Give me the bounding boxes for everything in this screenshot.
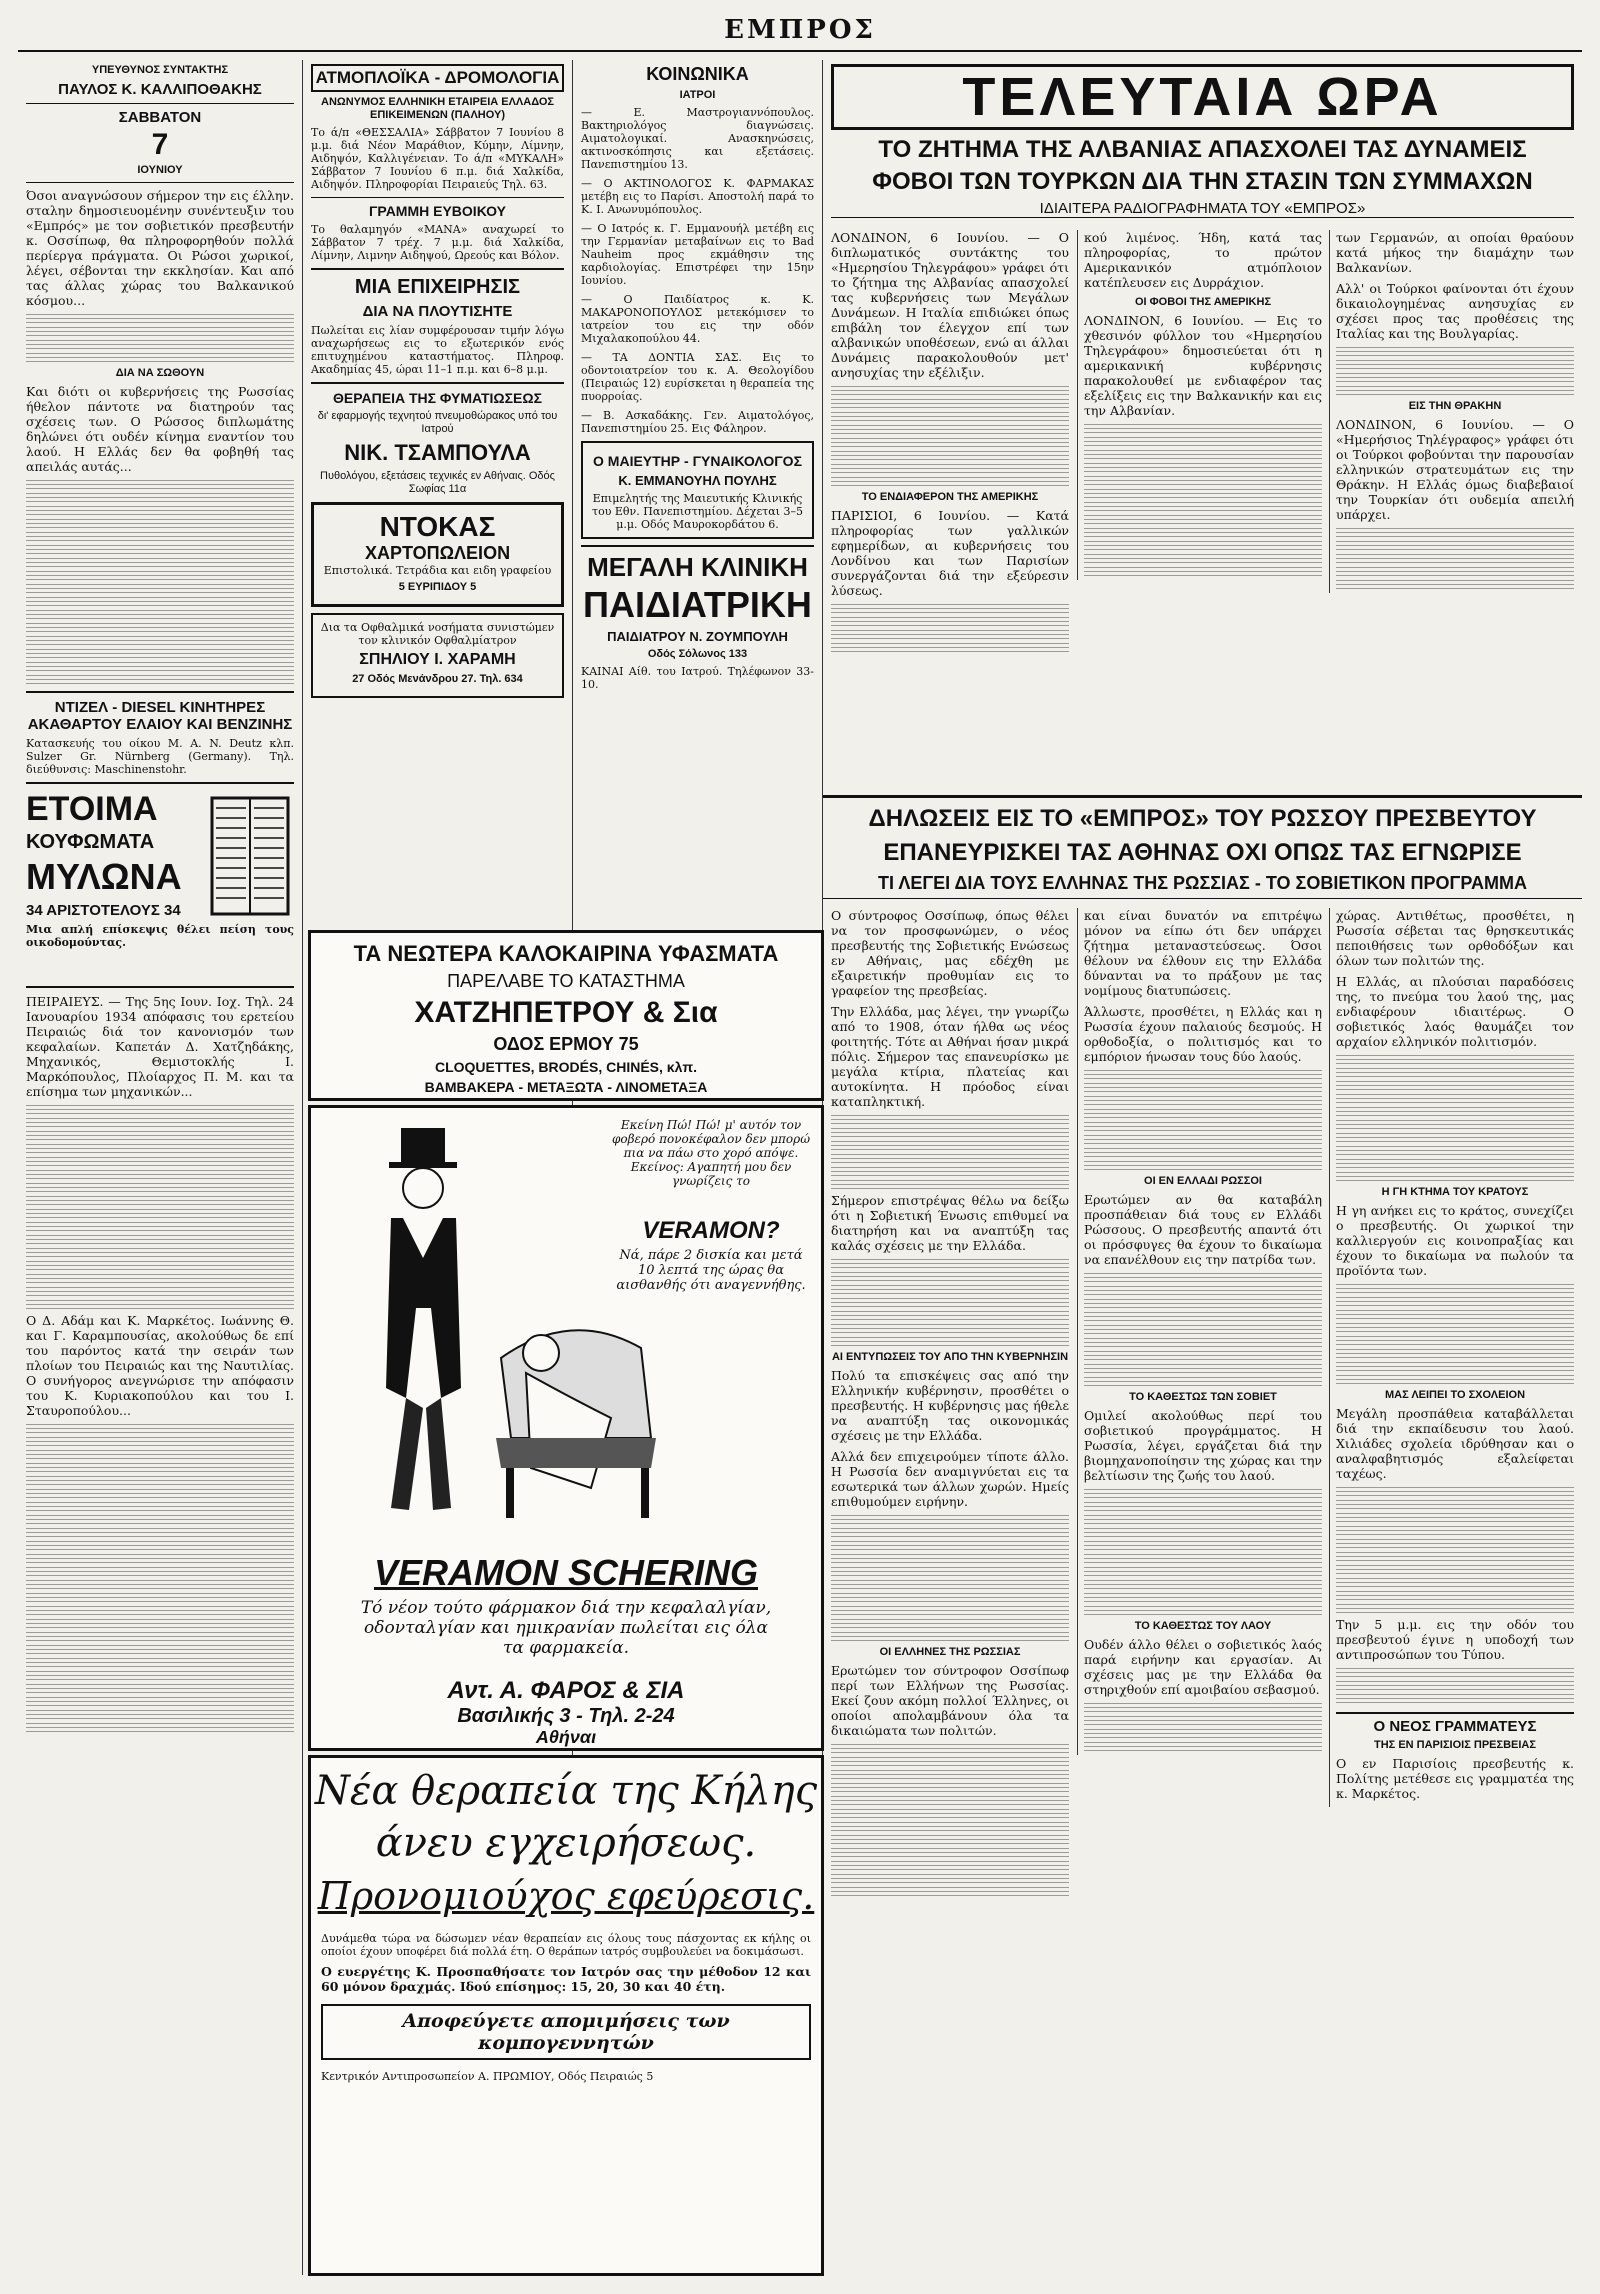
- obstetrician-text: Επιμελητής της Μαιευτικής Κλινικής του Εθν. Πανεπιστημίου. Δέχεται 3–5 μ.μ. Οδός Μαυροκορδάτου 6.: [592, 492, 803, 531]
- interview-headline-3: ΤΙ ΛΕΓΕΙ ΔΙΑ ΤΟΥΣ ΕΛΛΗΝΑΣ ΤΗΣ ΡΩΣΣΙΑΣ - ΤΟ ΣΟΒΙΕΤΙΚΟΝ ΠΡΟΓΡΑΜΜΑ: [823, 872, 1582, 899]
- shipping-company: ΑΝΩΝΥΜΟΣ ΕΛΛΗΝΙΚΗ ΕΤΑΙΡΕΙΑ ΕΛΛΑΔΟΣ ΕΠΙΚΕΙΜΕΝΩΝ (ΠΑΛΗΟΥ): [321, 96, 554, 121]
- interview-c2-para-5: Ουδέν άλλο θέλει ο σοβιετικός λαός παρά ειρήνην και εργασίαν. Αι σχέσεις μας με την Ελλάδα θα στηριχθούν επί αμοιβαίου σεβασμού.: [1084, 1637, 1322, 1697]
- veramon-tag: Τό νέον τούτο φάρμακον διά την κεφαλαλγίαν, οδονταλγίαν και ημικρανίαν πωλείται εις όλα τα φαρμακεία.: [360, 1598, 772, 1658]
- fabric-ad-line5: CLOQUETTES, BRODÉS, CHINÉS, κλπ.: [434, 1059, 697, 1075]
- hernia-line2: άνευ εγχειρήσεως.: [375, 1820, 757, 1866]
- eye-doctor-address: 27 Οδός Μενάνδρου 27. Τηλ. 634: [352, 673, 523, 685]
- stationery-address: 5 ΕΥΡΙΠΙΔΟΥ 5: [398, 581, 477, 593]
- social-item-2: — Ο ΑΚΤΙΝΟΛΟΓΟΣ Κ. ΦΑΡΜΑΚΑΣ μετέβη εις το Παρίσι. Αποστολή παρά το Κ. Ι. Ανωνυμόπουλος.: [581, 177, 814, 216]
- newspaper-page: [18, 10, 1582, 2280]
- windows-ad-address: 34 ΑΡΙΣΤΟΤΕΛΟΥΣ 34: [26, 902, 181, 919]
- interview-c1-para-2: Την Ελλάδα, μας λέγει, την γνωρίζω από το 1908, όταν ήλθα ως νέος φοιτητής. Τότε αι Αθήναι ήσαν μικρά πόλις. Σήμερον τας επανευρίσκω με μεγάλα κτίρια, πλατείας και αυτοκίνητα. Η πρόοδος είναι καταπληκτική.: [831, 1004, 1069, 1109]
- social-heading: ΚΟΙΝΩΝΙΚΑ: [646, 64, 749, 84]
- interview-c1-subhead-1: ΑΙ ΕΝΤΥΠΩΣΕΙΣ ΤΟΥ ΑΠΟ ΤΗΝ ΚΥΒΕΡΝΗΣΙΝ: [831, 1351, 1069, 1363]
- secretary-headline-1: Ο ΝΕΟΣ ΓΡΑΜΜΑΤΕΥΣ: [1373, 1718, 1537, 1735]
- latest-b-para-2: ΛΟΝΔΙΝΟΝ, 6 Ιουνίου. — Εις το χθεσινόν φύλλον του «Ημερησίου Τηλεγράφου» δημοσιεύεται ότι η αμερικανική κυβέρνησις παρακολουθεί με ενδιαφέρον τας εξελίξεις εις την Βαλκανικήν και εις την Αλβανίαν.: [1084, 313, 1322, 418]
- fabric-ad-address: ΟΔΟΣ ΕΡΜΟΥ 75: [493, 1034, 639, 1054]
- column-1: [18, 60, 303, 2275]
- editorial-para-1: Όσοι αναγνώσουν σήμερον την εις έλλην. σταλην δημοσιευομένην συνέντευξιν του «Εμπρός» με τον σοβιετικόν πρεσβευτήν κ. Οσσίπωφ, θα πληροφορηθούν πολλά περίεργα πράγματα. Οι Ρώσοι χωρικοί, λέγει, σέβονται την εκκλησίαν. Και από τας άλλας χώρας του Βαλκανικού κόσμου...: [26, 188, 294, 308]
- eye-doctor-name: ΣΠΗΛΙΟΥ Ι. ΧΑΡΑΜΗ: [359, 651, 516, 668]
- windows-ad-note: Μια απλή επίσκεψις θέλει πείση τους οικοδομούντας.: [26, 923, 294, 949]
- business-heading-1: ΜΙΑ ΕΠΙΧΕΙΡΗΣΙΣ: [354, 276, 521, 298]
- tb-sub: δι' εφαρμογής τεχνητού πνευμοθώρακος υπό του Ιατρού: [317, 410, 558, 435]
- interview-c1-para-1: Ο σύντροφος Οσσίπωφ, όπως θέλει να τον προσφωνώμεν, ο νέος πρεσβευτής της Σοβιετικής Ενώσεως εν Αθήναις, μας εδέχθη με εξαιρετικήν προθυμίαν εις το γραφείον της πρεσβείας.: [831, 908, 1069, 998]
- piraeus-para-2: Ο Δ. Αδάμ και Κ. Μαρκέτος. Ιωάννης Θ. και Γ. Καραμπουσίας, ακολούθως δε επί του παρόντος κατά την σειράν των πλοίων του Πειραιώς και της Ναυτιλίας. Ο συνήγορος ανεγνώρισε την απόφασιν του Κ. Κυριακοπούλου και του Ι. Σταυροπούλου...: [26, 1313, 294, 1418]
- hernia-para-2: Ο ευεργέτης Κ. Προσπαθήσατε τον Ιατρόν σας την μέθοδον 12 και 60 μόνον δραχμάς. Ιδού επίσημος: 15, 20, 30 και 40 έτη.: [321, 1964, 811, 1994]
- byline-label: ΥΠΕΥΘΥΝΟΣ ΣΥΝΤΑΚΤΗΣ: [91, 64, 229, 76]
- tb-address: Πυθολόγου, εξετάσεις τεχνικές εν Αθήναις. Οδός Σωφίας 11α: [320, 470, 555, 495]
- interview-c3-para-3: Η γη ανήκει εις το κράτος, συνεχίζει ο πρεσβευτής. Οι χωρικοί την καλλιεργούν εις κοινοπραξίας και έχουν το δικαίωμα να πωλούν τα προϊόντα των.: [1336, 1203, 1574, 1278]
- hernia-ad: [308, 1755, 824, 2276]
- editorial-subhead: ΔΙΑ ΝΑ ΣΩΘΟΥΝ: [115, 367, 205, 379]
- interview-headline-2: ΕΠΑΝΕΥΡΙΣΚΕΙ ΤΑΣ ΑΘΗΝΑΣ ΟΧΙ ΟΠΩΣ ΤΑΣ ΕΓΝΩΡΙΣΕ: [883, 839, 1522, 866]
- hernia-line3: Προνομιούχος εφεύρεσις.: [317, 1874, 815, 1918]
- social-item-4: — Ο Παιδίατρος κ. Κ. ΜΑΚΑΡΟΝΟΠΟΥΛΟΣ μετεκόμισεν το ιατρείον του εις την οδόν Μιχαλακοπούλου 44.: [581, 293, 814, 345]
- interview-c2-subhead-1: ΟΙ ΕΝ ΕΛΛΑΔΙ ΡΩΣΣΟΙ: [1144, 1175, 1262, 1187]
- latest-c-para-1: των Γερμανών, αι οποίαι θραύουν κατά μήκος την διαμάχην των Βαλκανίων.: [1336, 230, 1574, 275]
- business-text: Πωλείται εις λίαν συμφέρουσαν τιμήν λόγω αναχωρήσεως εις το εξωτερικόν ενός επιτυχημένου καταστήματος. Πληροφ. Ακαδημίας 45, ώραι 11–1 π.μ. και 6–8 μ.μ.: [311, 324, 564, 376]
- business-heading-2: ΔΙΑ ΝΑ ΠΛΟΥΤΙΣΗΤΕ: [362, 303, 513, 320]
- hernia-para-1: Δυνάμεθα τώρα να δώσωμεν νέαν θεραπείαν εις όλους τους πάσχοντας εκ κήλης οι οποίοι έχουν υποφέρει διά πολλά έτη. Ο θεράπων ιατρός συμβουλεύει να δοκιμάσωσι.: [321, 1932, 811, 1958]
- eye-doctor-text: Δια τα Οφθαλμικά νοσήματα συνιστώμεν τον κλινικόν Οφθαλμίατρον: [320, 621, 555, 647]
- windows-ad: [26, 790, 294, 980]
- eye-doctor-ad: [311, 613, 564, 698]
- veramon-city: Αθήναι: [535, 1727, 597, 1747]
- interview-c1-para-6: Ερωτώμεν τον σύντροφον Οσσίπωφ περί των Ελλήνων της Ρωσσίας. Εκεί ζουν ακόμη πολλοί Έλληνες, οι οποίοι απολαμβάνουν όλα τα δικαιώματα των πολιτών.: [831, 1663, 1069, 1738]
- latest-c-para-3: ΛΟΝΔΙΝΟΝ, 6 Ιουνίου. — Ο «Ημερήσιος Τηλέγραφος» γράφει ότι οι Τούρκοι φοβούνται την παρουσίαν ελληνικών στρατευμάτων εις την Θράκην. Η Ελλάς όμως διαβεβαιοί την Τουρκίαν ότι ουδεμία απειλή υπάρχει.: [1336, 417, 1574, 522]
- latest-col-b: [1077, 230, 1322, 580]
- stationery-sub: ΧΑΡΤΟΠΩΛΕΙΟΝ: [364, 543, 511, 563]
- secretary-item: [1336, 1712, 1574, 1801]
- clinic-doctor: ΠΑΙΔΙΑΤΡΟΥ Ν. ΖΟΥΜΠΟΥΛΗ: [607, 629, 788, 644]
- latest-a-para-1: ΛΟΝΔΙΝΟΝ, 6 Ιουνίου. — Ο διπλωματικός συντάκτης του «Ημερησίου Τηλεγράφου» γράφει ότι το ζήτημα της Αλβανίας απασχολεί τας κυβερνήσεις των Μεγάλων Δυνάμεων. Η Ιταλία επιδιώκει όπως επιβάλη τον έλεγχον επί των αλβανικών υποθέσεων, ενώ αι άλλαι Δυνάμεις παρακολουθούν μετ' ανησυχίας την εξέλιξιν.: [831, 230, 1069, 380]
- social-item-1: — Ε. Μαστρογιαννόπουλος. Βακτηριολόγος διαγνώσεις. Αιματολογικαί. Ανασκηνώσεις, ακτινοσκόπησις και εξετάσεις. Πανεπιστημίου 13.: [581, 106, 814, 171]
- social-item-6: — Β. Ασκαδάκης. Γεν. Αιματολόγος, Πανεπιστημίου 25. Εις Φάληρον.: [581, 409, 814, 435]
- interview-c1-para-4: Πολύ τα επισκέψεις σας από την Ελληνικήν κυβέρνησιν, προσθέτει ο πρεσβευτής. Η κυβέρνησις μας ήθελε να αναπτύξη τας οικονομικάς σχέσεις με την Ελλάδα.: [831, 1368, 1069, 1443]
- masthead: ΕΜΠΡΟΣ: [18, 10, 1582, 52]
- interview-c2-para-4: Ομιλεί ακολούθως περί του σοβιετικού προγράμματος. Η Ρωσσία, λέγει, εργάζεται διά την βιομηχανοποίησιν της χώρας και την βελτίωσιν της ζωής του λαού.: [1084, 1408, 1322, 1483]
- veramon-brand: VERAMON SCHERING: [373, 1552, 759, 1593]
- interview-headline-1: ΔΗΛΩΣΕΙΣ ΕΙΣ ΤΟ «ΕΜΠΡΟΣ» ΤΟΥ ΡΩΣΣΟΥ ΠΡΕΣΒΕΥΤΟΥ: [868, 805, 1537, 832]
- day-name: ΣΑΒΒΑΤΟΝ: [118, 109, 202, 126]
- latest-a-subhead: ΤΟ ΕΝΔΙΑΦΕΡΟΝ ΤΗΣ ΑΜΕΡΙΚΗΣ: [861, 491, 1039, 503]
- clinic-title-2: ΠΑΙΔΙΑΤΡΙΚΗ: [583, 584, 812, 625]
- clinic-text: ΚΑΙΝΑΙ Αίθ. του Ιατρού. Τηλέφωνον 33-10.: [581, 665, 814, 691]
- fabric-ad-line2: ΠΑΡΕΛΑΒΕ ΤΟ ΚΑΤΑΣΤΗΜΑ: [447, 971, 685, 991]
- veramon-desc: Νά, πάρε 2 δισκία και μετά 10 λεπτά της ώρας θα αισθανθής ότι αναγεννήθης.: [616, 1248, 806, 1293]
- day-number: 7: [151, 128, 169, 161]
- hernia-avoid: Αποφεύγετε απομιμήσεις των κομπογεννητών: [321, 2004, 811, 2060]
- piraeus-para-1: ΠΕΙΡΑΙΕΥΣ. — Της 5ης Ιουν. Ιοχ. Τηλ. 24 Ιανουαρίου 1934 απόφασις του ερετείου Πειραιώς διά τον κανονισμόν των κεφαλαίων. Καπετάν Δ. Χατζηδάκης, Μηχανικός, Θεμιστοκλής Ι. Μαρκόπουλος, Πλοίαρχος Π. Μ. και τα επίσημα των μηχανικών...: [26, 994, 294, 1099]
- latest-b-subhead: ΟΙ ΦΟΒΟΙ ΤΗΣ ΑΜΕΡΙΚΗΣ: [1134, 296, 1272, 308]
- latest-col-a: [831, 230, 1069, 656]
- fabric-ad-line6: ΒΑΜΒΑΚΕΡΑ - ΜΕΤΑΞΩΤΑ - ΛΙΝΟΜΕΤΑΞΑ: [424, 1079, 708, 1095]
- obstetrician-name: Κ. ΕΜΜΑΝΟΥΗΛ ΠΟΥΛΗΣ: [618, 473, 777, 488]
- veramon-question: VERAMON?: [642, 1217, 780, 1244]
- latest-a-para-2: ΠΑΡΙΣΙΟΙ, 6 Ιουνίου. — Κατά πληροφορίας των γαλλικών εφημερίδων, αι κυβερνήσεις του Λονδίνου και των Παρισίων συνεργάζονται διά την εξεύρεσιν λύσεως.: [831, 508, 1069, 598]
- stationery-ad: [311, 502, 564, 607]
- tb-doctor-name: ΝΙΚ. ΤΣΑΜΠΟΥΛΑ: [344, 440, 531, 465]
- windows-ad-name: ΜΥΛΩΝΑ: [26, 856, 182, 897]
- stationery-title: ΝΤΟΚΑΣ: [379, 511, 496, 542]
- interview-col-3: [1329, 908, 1574, 1807]
- interview-c1-para-5: Αλλά δεν επιχειρούμεν τίποτε άλλο. Η Ρωσσία δεν αναμιγνύεται εις τα εσωτερικά των άλλων χωρών. Ημείς επιθυμούμεν ειρήνην.: [831, 1449, 1069, 1509]
- diesel-ad-text: Κατασκευής του οίκου M. A. N. Deutz κλπ. Sulzer Gr. Nürnberg (Germany). Τηλ. διεύθυνσις: Maschinenstohr.: [26, 737, 294, 776]
- month-name: ΙΟΥΝΙΟΥ: [137, 164, 183, 176]
- interview-c2-subhead-3: ΤΟ ΚΑΘΕΣΤΩΣ ΤΟΥ ΛΑΟΥ: [1134, 1620, 1272, 1632]
- interview-c1-subhead-2: ΟΙ ΕΛΛΗΝΕΣ ΤΗΣ ΡΩΣΣΙΑΣ: [879, 1646, 1021, 1658]
- windows-ad-title: ΕΤΟΙΜΑ: [26, 790, 158, 828]
- latest-c-para-2: Αλλ' οι Τούρκοι φαίνονται ότι έχουν δικαιολογημένας ανησυχίας εν σχέσει προς τας προθέσεις της Ιταλίας και της Βουλγαρίας.: [1336, 281, 1574, 341]
- latest-news-section: [823, 60, 1582, 2275]
- interview-c3-para-5: Την 5 μ.μ. εις την οδόν του πρεσβευτού έγινε η υποδοχή των αντιπροσώπων του Τύπου.: [1336, 1617, 1574, 1662]
- shipping-heading: ΑΤΜΟΠΛΟΪΚΑ - ΔΡΟΜΟΛΟΓΙΑ: [311, 64, 564, 92]
- veramon-bubble: Εκείνη Πώ! Πώ! μ' αυτόν τον φοβερό πονοκέφαλον δεν μπορώ πια να πάω στο χορό απόψε. Εκείνος: Αγαπητή μου δεν γνωρίζεις το: [611, 1118, 810, 1188]
- latest-banner: ΤΕΛΕΥΤΑΙΑ ΩΡΑ: [831, 64, 1574, 130]
- window-shutter-icon: [210, 796, 290, 916]
- latest-col-c: [1329, 230, 1574, 593]
- stationery-text: Επιστολικά. Τετράδια και ειδη γραφείου: [323, 564, 552, 577]
- interview-c3-para-1: χώρας. Αντιθέτως, προσθέτει, η Ρωσσία σέβεται τας θρησκευτικάς πεποιθήσεις των ορθοδόξων και όλων των πολιτών της.: [1336, 908, 1574, 968]
- shipping-text: Το ά/π «ΘΕΣΣΑΛΙΑ» Σάββατον 7 Ιουνίου 8 μ.μ. διά Νέον Μαράθιον, Κύμην, Λίμνην, Αιδηψόν, Καλλιγένειαν. Το ά/π «ΜΥΚΑΛΗ» Σάββατον 7 Ιουνίου 6 π.μ. διά Χαλκίδα, Αιδηψόν. Πληροφορίαι Πειραιεύς Τηλ. 63.: [311, 126, 564, 191]
- veramon-dealer: Αντ. Α. ΦΑΡΟΣ & ΣΙΑ: [447, 1677, 685, 1704]
- fabric-ad: [308, 930, 824, 1101]
- social-item-3: — Ο Ιατρός κ. Γ. Εμμανουήλ μετέβη εις την Γερμανίαν μεταβαίνων εις το Bad Nauheim προς εκμάθησιν της καρδιολογίας. Επιστρέφει την 15ην Ιουνίου.: [581, 222, 814, 287]
- euboea-heading: ΓΡΑΜΜΗ ΕΥΒΟΙΚΟΥ: [368, 203, 507, 219]
- interview-c3-subhead-1: Η ΓΗ ΚΤΗΜΑ ΤΟΥ ΚΡΑΤΟΥΣ: [1381, 1186, 1529, 1198]
- obstetrician-title: Ο ΜΑΙΕΥΤΗΡ - ΓΥΝΑΙΚΟΛΟΓΟΣ: [593, 453, 802, 469]
- windows-ad-sub: ΚΟΥΦΩΜΑΤΑ: [26, 831, 155, 853]
- secretary-text: Ο εν Παρισίοις πρεσβευτής κ. Πολίτης μετέθεσε εις γραμματέα της κ. Μαρκέτος.: [1336, 1756, 1574, 1801]
- interview-col-1: [831, 908, 1069, 1900]
- hernia-footer: Κεντρικόν Αντιπροσωπείον Α. ΠΡΩΜΙΟΥ, Οδός Πειραιώς 5: [321, 2070, 654, 2083]
- secretary-headline-2: ΤΗΣ ΕΝ ΠΑΡΙΣΙΟΙΣ ΠΡΕΣΒΕΙΑΣ: [1374, 1739, 1536, 1751]
- diesel-ad-title: ΝΤΙΖΕΛ - DIESEL ΚΙΝΗΤΗΡΕΣ ΑΚΑΘΑΡΤΟΥ ΕΛΑΙΟΥ ΚΑΙ ΒΕΝΖΙΝΗΣ: [27, 699, 293, 733]
- clinic-address: Οδός Σόλωνος 133: [647, 648, 748, 660]
- interview-c2-para-2: Άλλωστε, προσθέτει, η Ελλάς και η Ρωσσία έχουν παλαιούς δεσμούς. Η ορθοδοξία, ο πολιτισμός και το εμπόριον ήνωσαν τους δύο λαούς.: [1084, 1004, 1322, 1064]
- interview-c3-para-4: Μεγάλη προσπάθεια καταβάλλεται διά την εκπαίδευσιν του λαού. Χιλιάδες σχολεία ιδρύθησαν και ο αναλφαβητισμός εξαλείφεται ταχέως.: [1336, 1406, 1574, 1481]
- interview-c2-subhead-2: ΤΟ ΚΑΘΕΣΤΩΣ ΤΩΝ ΣΟΒΙΕΤ: [1129, 1391, 1277, 1403]
- obstetrician-ad: [581, 441, 814, 539]
- interview-c1-para-3: Σήμερον επιστρέψας θέλω να δείξω ότι η Σοβιετική Ένωσις επιθυμεί να διατηρήση και να αναπτύξη τας καλάς σχέσεις με την Ελλάδα.: [831, 1193, 1069, 1253]
- clinic-title-1: ΜΕΓΑΛΗ ΚΛΙΝΙΚΗ: [587, 552, 808, 582]
- albania-headline: ΤΟ ΖΗΤΗΜΑ ΤΗΣ ΑΛΒΑΝΙΑΣ ΑΠΑΣΧΟΛΕΙ ΤΑΣ ΔΥΝΑΜΕΙΣ: [878, 136, 1527, 163]
- interview-col-2: [1077, 908, 1322, 1755]
- veramon-dealer-address: Βασιλικής 3 - Τηλ. 2-24: [457, 1705, 675, 1727]
- fabric-ad-line1: ΤΑ ΝΕΩΤΕΡΑ ΚΑΛΟΚΑΙΡΙΝΑ ΥΦΑΣΜΑΤΑ: [353, 941, 779, 966]
- hernia-line1: Νέα θεραπεία της Κήλης: [314, 1768, 818, 1814]
- latest-c-subhead: ΕΙΣ ΤΗΝ ΘΡΑΚΗΝ: [1408, 400, 1502, 412]
- fabric-ad-shop: ΧΑΤΖΗΠΕΤΡΟΥ & Σια: [414, 996, 718, 1029]
- turks-headline: ΦΟΒΟΙ ΤΩΝ ΤΟΥΡΚΩΝ ΔΙΑ ΤΗΝ ΣΤΑΣΙΝ ΤΩΝ ΣΥΜΜΑΧΩΝ: [872, 168, 1533, 195]
- latest-b-para-1: κού λιμένος. Ήδη, κατά τας πληροφορίας, το πρώτον Αμερικανικόν ατμόπλοιον κατέπλευσεν εις Δυρράχιον.: [1084, 230, 1322, 290]
- doctors-subhead: ΙΑΤΡΟΙ: [679, 89, 716, 101]
- editorial-para-2: Και διότι οι κυβερνήσεις της Ρωσσίας ήθελον πάντοτε να διατηρούν τας σχέσεις των. Ο Ρώσσος διπλωμάτης δηλώνει ότι ουδέν κίνημα εναντίον του λαού. Η Ελλάς δεν θα φοβηθή τας απειλάς αυτάς...: [26, 384, 294, 474]
- radio-subhead: ΙΔΙΑΙΤΕΡΑ ΡΑΔΙΟΓΡΑΦΗΜΑΤΑ ΤΟΥ «ΕΜΠΡΟΣ»: [831, 200, 1574, 218]
- interview-c2-para-3: Ερωτώμεν αν θα καταβάλη προσπάθειαν διά τους εν Ελλάδι Ρώσσους. Ο πρεσβευτής απαντά ότι οι πρόσφυγες θα έχουν το δικαίωμα να επανέλθουν εις την πατρίδα των.: [1084, 1192, 1322, 1267]
- social-item-5: — ΤΑ ΔΟΝΤΙΑ ΣΑΣ. Εις το οδοντοιατρείον του κ. Α. Θεολογίδου (Πειραιώς 12) ευρίσκεται η θεραπεία της πυορροίας.: [581, 351, 814, 403]
- tb-heading: ΘΕΡΑΠΕΙΑ ΤΗΣ ΦΥΜΑΤΙΩΣΕΩΣ: [332, 390, 542, 406]
- interview-c3-para-2: Η Ελλάς, αι πλούσιαι παραδόσεις της, το πνεύμα του λαού της, μας ενδιαφέρουν ιδιαιτέρως. Ο σοβιετικός λαός θαυμάζει τον αρχαίον ελληνικόν πολιτισμόν.: [1336, 974, 1574, 1049]
- interview-c3-subhead-2: ΜΑΣ ΛΕΙΠΕΙ ΤΟ ΣΧΟΛΕΙΟΝ: [1384, 1389, 1526, 1401]
- byline-name: ΠΑΥΛΟΣ Κ. ΚΑΛΛΙΠΟΘΑΚΗΣ: [58, 81, 262, 98]
- veramon-ad: [308, 1105, 824, 1751]
- interview-section: [823, 795, 1582, 1801]
- interview-c2-para-1: και είναι δυνατόν να επιτρέψω μόνον να είπω ότι δεν υπάρχει ζήτημα μεταναστεύσεως. Όσοι θέλουν να έλθουν εις την Ελλάδα δύνανται να το πράξουν με τας νομίμους διατυπώσεις.: [1084, 908, 1322, 998]
- euboea-text: Το θαλαμηγόν «ΜΑΝΑ» αναχωρεί το Σάββατον 7 τρέχ. 7 μ.μ. διά Χαλκίδα, Λίμνην, Λιμνην Αιδηψού, Ωρεούς και Βόλον.: [311, 223, 564, 262]
